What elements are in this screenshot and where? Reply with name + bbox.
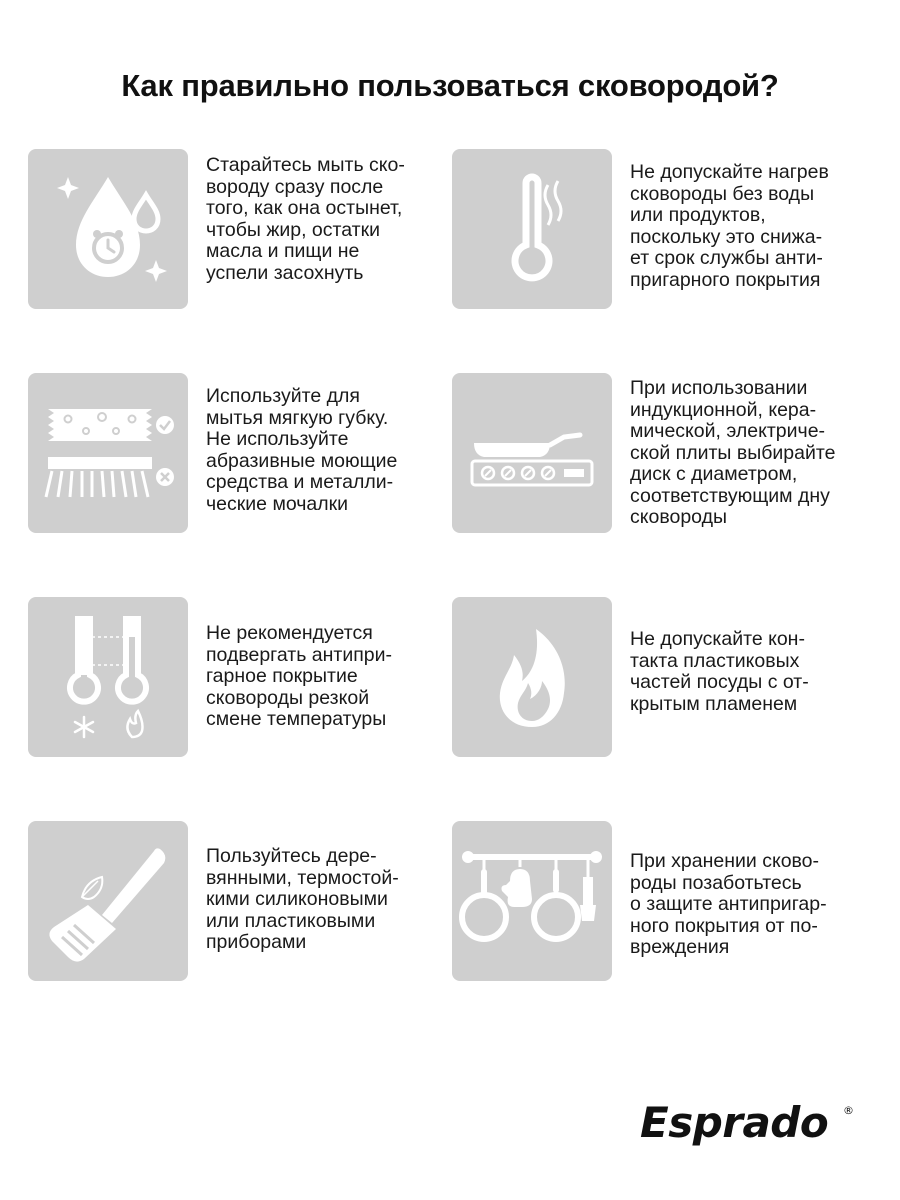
flame-icon	[452, 597, 612, 757]
sponge-brush-card	[28, 373, 188, 533]
spatula-icon	[28, 821, 188, 981]
tip-text-induction: При использовании индукционной, кера- мической, электриче- ской плиты выбирайте диск с диаметром, соответствующим дну сковороды	[630, 377, 836, 528]
drop-alarm-clock-card	[28, 149, 188, 309]
two-thermometers-icon	[28, 597, 188, 757]
thermometer-icon	[452, 149, 612, 309]
hanging-pans-icon	[452, 821, 612, 981]
pan-on-stove-icon	[452, 373, 612, 533]
drop-alarm-clock-icon	[28, 149, 188, 309]
brand-logo: Esprado	[640, 1098, 829, 1147]
hanging-pans-card	[452, 821, 612, 981]
tip-text-flame: Не допускайте кон- такта пластиковых частей посуды с от- крытым пламенем	[630, 628, 809, 715]
spatula-card	[28, 821, 188, 981]
tip-text-utensils: Пользуйтесь дере- вянными, термостой- кими силиконовыми или пластиковыми приборами	[206, 845, 399, 953]
tip-text-sponge: Используйте для мытья мягкую губку. Не используйте абразивные моющие средства и металли- ческие мочалки	[206, 385, 398, 515]
sponge-brush-icon	[28, 373, 188, 533]
two-thermometers-card	[28, 597, 188, 757]
registered-mark: ®	[843, 1104, 854, 1117]
page-title: Как правильно пользоваться сковородой?	[121, 68, 779, 103]
flame-card	[452, 597, 612, 757]
tip-text-wash: Старайтесь мыть ско- вороду сразу после того, как она остынет, чтобы жир, остатки масла и пищи не успели засохнуть	[206, 154, 405, 284]
tip-text-storage: При хранении сково- роды позаботьтесь о защите антипригар- ного покрытия от по- вреждения	[630, 850, 827, 958]
pan-on-stove-card	[452, 373, 612, 533]
thermometer-card	[452, 149, 612, 309]
tip-text-heating: Не допускайте нагрев сковороды без воды или продуктов, поскольку это снижа- ет срок службы анти- пригарного покрытия	[630, 161, 829, 291]
tip-text-temperature: Не рекомендуется подвергать антипри- гарное покрытие сковороды резкой смене температуры	[206, 622, 393, 730]
